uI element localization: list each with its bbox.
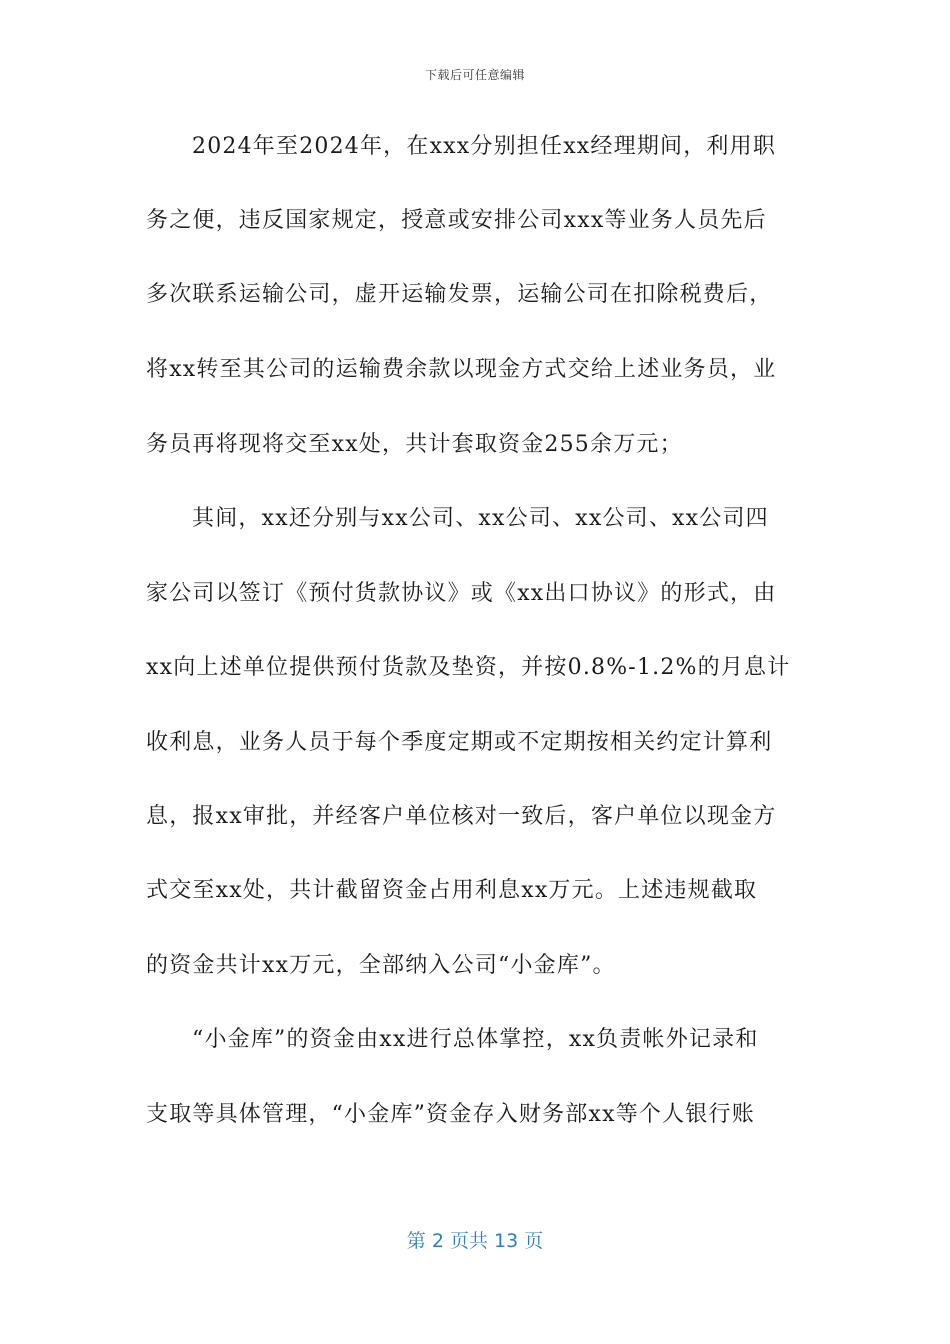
paragraph-1-line-1: 2024年至2024年，在xxx分别担任xx经理期间，利用职 xyxy=(192,134,777,159)
paragraph-1-line-5: 务员再将现将交至xx处，共计套取资金255余万元； xyxy=(146,432,683,457)
paragraph-3-line-2: 支取等具体管理，“小金库”资金存入财务部xx等个人银行账 xyxy=(146,1102,755,1127)
paragraph-2-line-3: xx向上述单位提供预付货款及垫资，并按0.8%-1.2%的月息计 xyxy=(146,655,791,680)
paragraph-1-line-4: 将xx转至其公司的运输费余款以现金方式交给上述业务员，业 xyxy=(146,357,777,382)
paragraph-2-line-2: 家公司以签订《预付货款协议》或《xx出口协议》的形式，由 xyxy=(146,581,777,606)
paragraph-1-line-3: 多次联系运输公司，虚开运输发票，运输公司在扣除税费后， xyxy=(146,282,773,307)
paragraph-2-line-1: 其间，xx还分别与xx公司、xx公司、xx公司、xx公司四 xyxy=(192,506,769,531)
paragraph-2-line-6: 式交至xx处，共计截留资金占用利息xx万元。上述违规截取 xyxy=(146,878,758,903)
paragraph-2-line-4: 收利息，业务人员于每个季度定期或不定期按相关约定计算利 xyxy=(146,730,773,755)
page-number-footer: 第 2 页共 13 页 xyxy=(406,1230,544,1252)
paragraph-2-line-7: 的资金共计xx万元，全部纳入公司“小金库”。 xyxy=(146,953,616,978)
paragraph-2-line-5: 息，报xx审批，并经客户单位核对一致后，客户单位以现金方 xyxy=(146,804,777,829)
paragraph-3-line-1: “小金库”的资金由xx进行总体掌控，xx负责帐外记录和 xyxy=(192,1027,759,1052)
paragraph-1-line-2: 务之便，违反国家规定，授意或安排公司xxx等业务人员先后 xyxy=(146,208,767,233)
page-header: 下载后可任意编辑 xyxy=(424,68,525,82)
